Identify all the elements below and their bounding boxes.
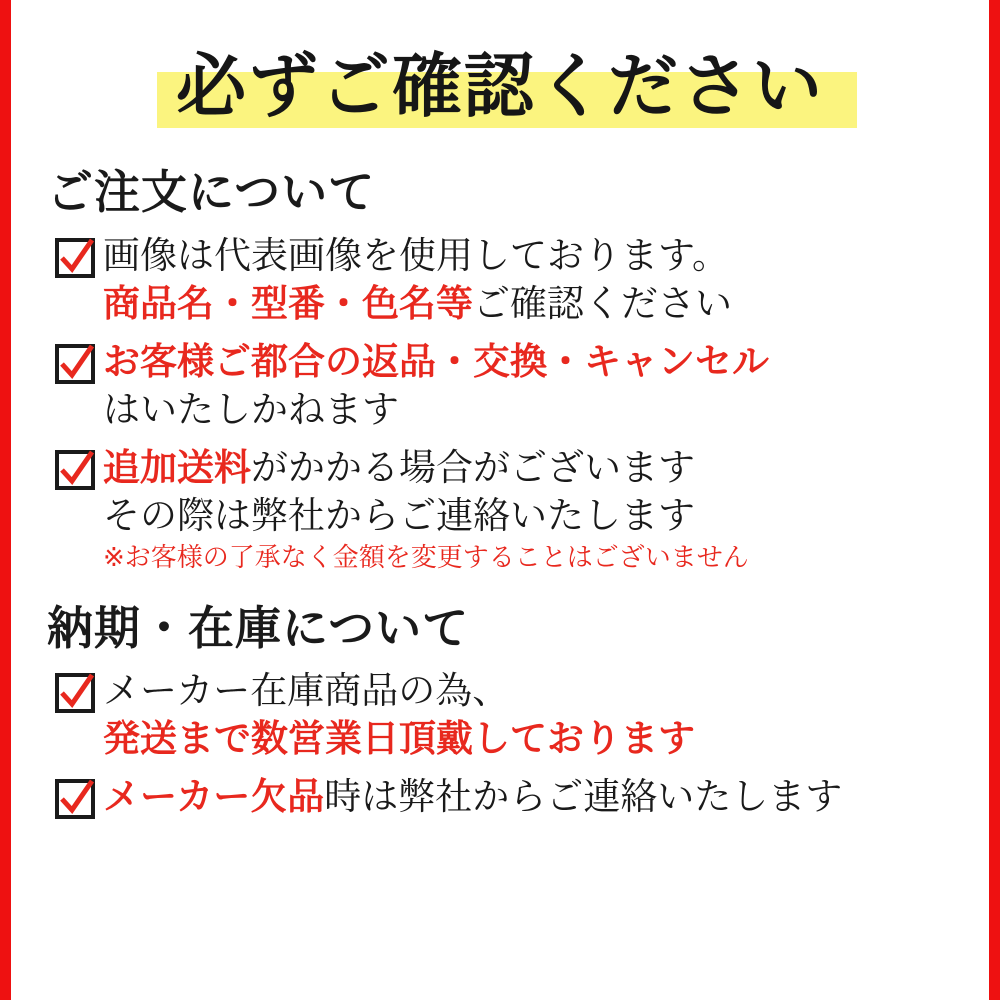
- list-item: [55, 444, 971, 576]
- emphasis-text: 商品名・型番・色名等: [103, 281, 473, 325]
- plain-text: がかかる場合がございます: [251, 445, 695, 489]
- left-red-border: [0, 0, 11, 1000]
- text-line: はいたしかねます: [103, 387, 399, 431]
- right-red-border: [989, 0, 1000, 1000]
- list-item: [55, 667, 971, 763]
- text-line: [103, 444, 971, 492]
- checkbox-checked-icon: [55, 673, 95, 713]
- checkbox-checked-icon: [55, 450, 95, 490]
- page-title-block: [29, 34, 971, 146]
- text-line: [103, 773, 971, 821]
- emphasis-text: メーカー欠品: [103, 775, 325, 818]
- text-line: その際は弊社からご連絡いたします: [103, 493, 695, 537]
- list-item-text: [103, 232, 971, 328]
- plain-text: ご確認ください: [473, 281, 732, 325]
- list-item: [55, 773, 971, 821]
- text-line: 発送まで数営業日頂戴しております: [103, 717, 695, 760]
- checkbox-checked-icon: [55, 344, 95, 384]
- text-line: お客様ご都合の返品・交換・キャンセル: [103, 339, 769, 383]
- emphasis-text: 追加送料: [103, 445, 251, 489]
- section-heading-delivery: 納期・在庫について: [47, 600, 470, 655]
- text-line: メーカー在庫商品の為、: [103, 669, 510, 712]
- list-item: [55, 232, 971, 328]
- plain-text: 時は弊社からご連絡いたします: [324, 775, 843, 818]
- text-line: 画像は代表画像を使用しております。: [103, 233, 730, 277]
- list-item: [55, 338, 971, 434]
- list-item-text: [103, 338, 971, 434]
- notice-page: [11, 0, 989, 1000]
- text-line: [103, 280, 971, 328]
- page-title: 必ずご確認ください: [176, 45, 824, 127]
- list-item-text: [103, 444, 971, 576]
- list-item-text: [103, 667, 971, 763]
- footnote-text: ※お客様の了承なく金額を変更することはございません: [103, 542, 749, 573]
- checkbox-checked-icon: [55, 779, 95, 819]
- checkbox-checked-icon: [55, 238, 95, 278]
- section-heading-orders: ご注文について: [47, 165, 376, 219]
- list-item-text: [103, 773, 971, 821]
